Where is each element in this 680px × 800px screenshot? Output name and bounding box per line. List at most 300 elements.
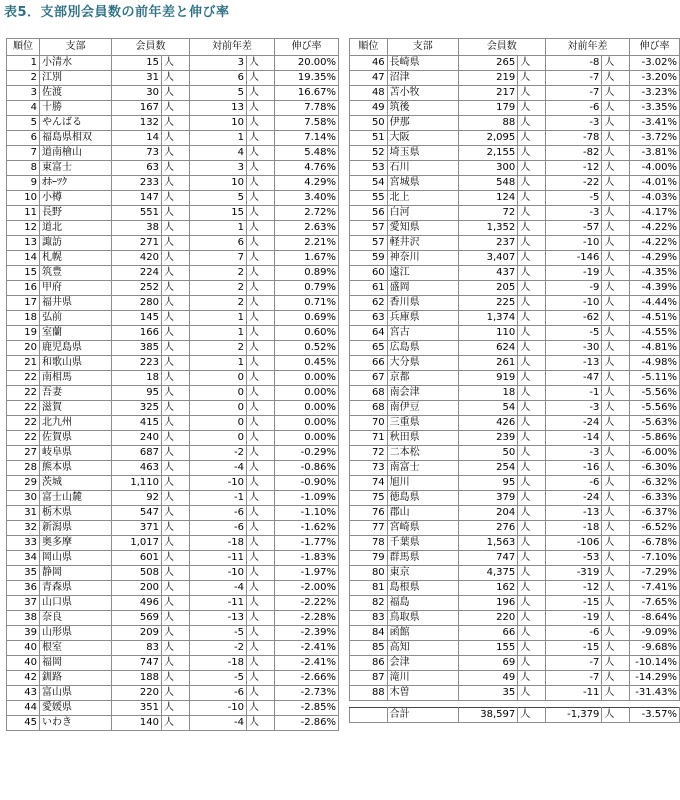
rank-cell: 4 [7,101,40,116]
branch-cell: 栃木県 [40,506,112,521]
members-unit: 人 [162,296,190,311]
diff-unit: 人 [602,236,630,251]
members-unit: 人 [518,401,546,416]
diff-unit: 人 [602,536,630,551]
growth-cell: -7.65% [630,596,680,611]
rank-cell: 85 [350,641,388,656]
growth-cell: -7.29% [630,566,680,581]
members-cell: 224 [112,266,162,281]
growth-cell: -4.39% [630,281,680,296]
rank-cell: 57 [350,236,388,251]
growth-cell: 7.14% [275,131,339,146]
branch-cell: 鳥取県 [387,611,458,626]
members-cell: 548 [458,176,517,191]
table-row [7,716,339,731]
members-unit: 人 [518,86,546,101]
rank-cell: 59 [350,251,388,266]
branch-cell: 根室 [40,641,112,656]
members-cell: 1,017 [112,536,162,551]
diff-cell: -4 [190,716,247,731]
members-unit: 人 [162,581,190,596]
members-cell: 14 [112,131,162,146]
members-cell: 300 [458,161,517,176]
members-unit: 人 [518,116,546,131]
branch-cell: 大阪 [387,131,458,146]
members-unit: 人 [518,326,546,341]
header-members: 会員数 [112,39,190,56]
table-row [7,656,339,671]
growth-cell: -4.00% [630,161,680,176]
growth-cell: -2.41% [275,656,339,671]
diff-unit: 人 [247,116,275,131]
rank-cell: 22 [7,386,40,401]
rank-cell: 50 [350,116,388,131]
members-unit: 人 [518,101,546,116]
right-table-body [350,56,680,723]
branch-cell: 南会津 [387,386,458,401]
members-cell: 220 [458,611,517,626]
members-unit: 人 [162,251,190,266]
diff-cell: -10 [190,566,247,581]
branch-cell: 旭川 [387,476,458,491]
members-unit: 人 [162,536,190,551]
members-cell: 110 [458,326,517,341]
diff-cell: -82 [545,146,602,161]
diff-cell: -4 [190,581,247,596]
members-cell: 223 [112,356,162,371]
diff-cell: -8 [545,56,602,71]
members-cell: 271 [112,236,162,251]
diff-cell: -4 [190,461,247,476]
diff-cell: 1 [190,326,247,341]
members-unit: 人 [162,236,190,251]
table-row [7,56,339,71]
growth-cell: -14.29% [630,671,680,686]
members-unit: 人 [162,221,190,236]
rank-cell: 32 [7,521,40,536]
members-unit: 人 [162,356,190,371]
members-cell: 162 [458,581,517,596]
members-cell: 196 [458,596,517,611]
growth-cell: -6.33% [630,491,680,506]
diff-unit: 人 [602,131,630,146]
members-unit: 人 [518,251,546,266]
rank-cell: 22 [7,431,40,446]
branch-cell: 佐賀県 [40,431,112,446]
diff-cell: -10 [190,476,247,491]
growth-cell: -3.35% [630,101,680,116]
table-row [7,581,339,596]
members-cell: 35 [458,686,517,701]
members-cell: 237 [458,236,517,251]
diff-cell: -19 [545,611,602,626]
table-row [350,596,680,611]
growth-cell: 0.00% [275,371,339,386]
branch-cell: 千葉県 [387,536,458,551]
table-row [7,461,339,476]
diff-cell: -47 [545,371,602,386]
members-unit: 人 [162,551,190,566]
diff-cell: 6 [190,71,247,86]
branch-cell: 富山県 [40,686,112,701]
members-cell: 547 [112,506,162,521]
table-row [7,206,339,221]
members-unit: 人 [162,71,190,86]
diff-cell: -24 [545,491,602,506]
diff-unit: 人 [247,281,275,296]
diff-cell: -18 [190,536,247,551]
diff-cell: 0 [190,416,247,431]
table-row [350,641,680,656]
header-diff: 対前年差 [190,39,275,56]
members-cell: 167 [112,101,162,116]
growth-cell: 0.45% [275,356,339,371]
branch-cell: 会津 [387,656,458,671]
members-unit: 人 [518,131,546,146]
diff-cell: -62 [545,311,602,326]
members-cell: 747 [112,656,162,671]
table-row [7,431,339,446]
branch-cell: 愛媛県 [40,701,112,716]
growth-cell: -9.68% [630,641,680,656]
rank-cell: 78 [350,536,388,551]
diff-unit: 人 [602,371,630,386]
members-unit: 人 [162,611,190,626]
members-cell: 38 [112,221,162,236]
table-row [7,476,339,491]
diff-unit: 人 [247,716,275,731]
rank-cell: 11 [7,206,40,221]
diff-cell: 0 [190,401,247,416]
header-branch: 支部 [40,39,112,56]
rank-cell: 5 [7,116,40,131]
rank-cell: 19 [7,326,40,341]
members-unit: 人 [518,551,546,566]
branch-cell: 三重県 [387,416,458,431]
diff-unit: 人 [247,71,275,86]
rank-cell: 8 [7,161,40,176]
header-row [7,39,339,56]
rank-cell: 51 [350,131,388,146]
growth-cell: 0.00% [275,431,339,446]
branch-cell: 静岡 [40,566,112,581]
rank-cell: 10 [7,191,40,206]
rank-cell: 60 [350,266,388,281]
rank-cell: 87 [350,671,388,686]
diff-unit: 人 [602,656,630,671]
members-unit: 人 [518,221,546,236]
header-rank: 順位 [7,39,40,56]
members-unit: 人 [162,671,190,686]
branch-cell: 熊本県 [40,461,112,476]
growth-cell: -31.43% [630,686,680,701]
diff-cell: -18 [190,656,247,671]
rank-cell: 43 [7,686,40,701]
diff-cell: 13 [190,101,247,116]
members-cell: 166 [112,326,162,341]
diff-unit: 人 [602,206,630,221]
members-cell: 83 [112,641,162,656]
table-row [350,371,680,386]
diff-unit: 人 [247,671,275,686]
diff-cell: -15 [545,641,602,656]
table-row [350,611,680,626]
branch-cell: 南伊豆 [387,401,458,416]
diff-cell: -10 [545,236,602,251]
diff-cell: -3 [545,116,602,131]
growth-cell: -4.35% [630,266,680,281]
growth-cell: -4.22% [630,221,680,236]
rank-cell: 28 [7,461,40,476]
diff-cell: -5 [545,191,602,206]
branch-cell: 秋田県 [387,431,458,446]
table-row [350,206,680,221]
members-unit: 人 [162,371,190,386]
rank-cell: 22 [7,416,40,431]
branch-cell: 愛知県 [387,221,458,236]
rank-cell: 65 [350,341,388,356]
growth-cell: -6.37% [630,506,680,521]
growth-cell: 3.40% [275,191,339,206]
branch-cell: 石川 [387,161,458,176]
rank-cell: 35 [7,566,40,581]
diff-unit: 人 [247,101,275,116]
members-cell: 265 [458,56,517,71]
rank-cell: 31 [7,506,40,521]
members-cell: 325 [112,401,162,416]
growth-cell: -4.51% [630,311,680,326]
diff-unit: 人 [602,191,630,206]
growth-cell: -2.73% [275,686,339,701]
diff-unit: 人 [247,431,275,446]
table-row [7,101,339,116]
table-row [7,686,339,701]
branch-cell: 盛岡 [387,281,458,296]
members-cell: 188 [112,671,162,686]
diff-cell: 5 [190,191,247,206]
members-unit: 人 [518,461,546,476]
table-row [7,596,339,611]
branch-cell: 室蘭 [40,326,112,341]
header-growth: 伸び率 [630,39,680,56]
growth-cell: -2.22% [275,596,339,611]
diff-unit: 人 [247,521,275,536]
members-unit: 人 [518,596,546,611]
growth-cell: 0.52% [275,341,339,356]
diff-unit: 人 [602,446,630,461]
members-cell: 30 [112,86,162,101]
diff-unit: 人 [247,371,275,386]
table-row [7,506,339,521]
table-row [350,671,680,686]
diff-unit: 人 [602,626,630,641]
spacer-cell [350,701,680,708]
branch-cell: 群馬県 [387,551,458,566]
rank-cell: 70 [350,416,388,431]
diff-cell: -13 [545,356,602,371]
branch-cell: 埼玉県 [387,146,458,161]
diff-cell: -19 [545,266,602,281]
diff-unit: 人 [602,671,630,686]
branch-cell: 奥多摩 [40,536,112,551]
growth-cell: -5.56% [630,401,680,416]
members-cell: 280 [112,296,162,311]
growth-cell: -6.78% [630,536,680,551]
diff-unit: 人 [602,386,630,401]
branch-cell: 神奈川 [387,251,458,266]
members-cell: 601 [112,551,162,566]
growth-cell: -2.66% [275,671,339,686]
table-row [7,536,339,551]
members-cell: 179 [458,101,517,116]
rank-cell: 34 [7,551,40,566]
members-unit: 人 [162,176,190,191]
table-row [7,551,339,566]
table-row [7,671,339,686]
diff-cell: -14 [545,431,602,446]
header-branch: 支部 [387,39,458,56]
growth-cell: -10.14% [630,656,680,671]
members-cell: 72 [458,206,517,221]
table-row [350,416,680,431]
growth-cell: 7.78% [275,101,339,116]
members-unit: 人 [518,416,546,431]
branch-cell: 甲府 [40,281,112,296]
diff-cell: -5 [190,671,247,686]
branch-cell: 木曽 [387,686,458,701]
diff-unit: 人 [247,506,275,521]
growth-cell: -5.56% [630,386,680,401]
diff-unit: 人 [247,326,275,341]
members-unit: 人 [162,326,190,341]
rank-cell: 86 [350,656,388,671]
table-row [350,446,680,461]
diff-unit: 人 [602,146,630,161]
growth-cell: -3.20% [630,71,680,86]
members-cell: 140 [112,716,162,731]
diff-cell: -2 [190,641,247,656]
branch-cell: 北上 [387,191,458,206]
growth-cell: 0.89% [275,266,339,281]
diff-unit: 人 [602,116,630,131]
diff-unit: 人 [602,566,630,581]
branch-cell: 筑後 [387,101,458,116]
rank-cell: 22 [7,371,40,386]
members-unit: 人 [518,611,546,626]
diff-cell: -13 [190,611,247,626]
members-cell: 219 [458,71,517,86]
header-diff: 対前年差 [545,39,629,56]
diff-unit: 人 [247,386,275,401]
members-cell: 88 [458,116,517,131]
branch-cell: 沼津 [387,71,458,86]
diff-unit: 人 [602,356,630,371]
rank-cell: 82 [350,596,388,611]
branch-cell: 山口県 [40,596,112,611]
diff-unit: 人 [247,491,275,506]
members-unit: 人 [518,371,546,386]
members-unit: 人 [162,266,190,281]
growth-cell: -2.41% [275,641,339,656]
diff-unit: 人 [247,416,275,431]
members-unit: 人 [518,536,546,551]
growth-cell: -2.86% [275,716,339,731]
table-row [350,101,680,116]
diff-cell: -12 [545,161,602,176]
rank-cell: 42 [7,671,40,686]
diff-unit: 人 [247,206,275,221]
diff-cell: 0 [190,386,247,401]
members-unit: 人 [518,296,546,311]
rank-cell: 76 [350,506,388,521]
rank-cell: 48 [350,86,388,101]
branch-cell: 東京 [387,566,458,581]
members-cell: 1,352 [458,221,517,236]
rank-cell: 29 [7,476,40,491]
rank-cell: 15 [7,266,40,281]
diff-unit: 人 [602,71,630,86]
table-row [7,401,339,416]
diff-cell: 0 [190,371,247,386]
rank-cell: 17 [7,296,40,311]
growth-cell: -7.10% [630,551,680,566]
diff-cell: -146 [545,251,602,266]
diff-unit: 人 [602,641,630,656]
members-cell: 18 [458,386,517,401]
rank-cell: 66 [350,356,388,371]
members-unit: 人 [518,641,546,656]
members-unit: 人 [518,71,546,86]
table-row [350,236,680,251]
table-row [350,536,680,551]
members-cell: 239 [458,431,517,446]
members-unit: 人 [518,311,546,326]
growth-cell: -6.32% [630,476,680,491]
members-unit: 人 [162,686,190,701]
members-unit: 人 [518,161,546,176]
members-cell: 4,375 [458,566,517,581]
diff-cell: -6 [545,476,602,491]
members-cell: 385 [112,341,162,356]
diff-cell: -11 [545,686,602,701]
rank-cell: 36 [7,581,40,596]
rank-cell: 71 [350,431,388,446]
growth-cell: -1.09% [275,491,339,506]
branch-cell: 福島 [387,596,458,611]
diff-unit: 人 [247,581,275,596]
total-label: 合計 [387,708,458,723]
total-rank-cell [350,708,388,723]
members-unit: 人 [162,431,190,446]
table-row [350,86,680,101]
rank-cell: 54 [350,176,388,191]
rank-cell: 74 [350,476,388,491]
diff-unit: 人 [247,221,275,236]
branch-cell: 鹿児島県 [40,341,112,356]
branch-cell: 兵庫県 [387,311,458,326]
growth-cell: 0.00% [275,386,339,401]
growth-cell: -4.29% [630,251,680,266]
diff-unit: 人 [602,401,630,416]
diff-cell: -11 [190,551,247,566]
members-unit: 人 [162,461,190,476]
diff-cell: -57 [545,221,602,236]
diff-unit: 人 [247,626,275,641]
growth-cell: -6.30% [630,461,680,476]
table-row [7,266,339,281]
diff-cell: 6 [190,236,247,251]
rank-cell: 68 [350,386,388,401]
